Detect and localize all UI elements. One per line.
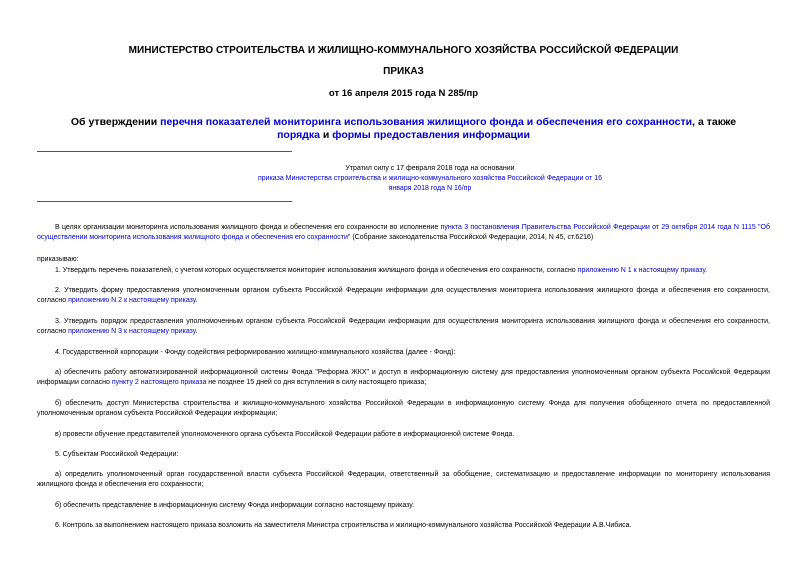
item-4a — [37, 368, 770, 388]
status-note-text: Утратил силу с 17 февраля 2018 года на основании — [345, 165, 515, 172]
heading-link-procedure[interactable]: порядка — [277, 129, 320, 141]
document-heading — [60, 116, 747, 142]
item-4a-end: не позднее 15 дней со дня вступления в силу настоящего приказа; — [206, 379, 427, 386]
heading-text-1: Об утверждении — [70, 116, 161, 128]
order-word: приказываю: — [37, 256, 79, 263]
heading-link-indicators[interactable]: перечня показателей мониторинга использования жилищного фонда и обеспечения его сохранности — [160, 116, 693, 128]
item-3-text: 3. Утвердить порядок предоставления уполномоченным органом субъекта Российской Федерации информации для осуществления мониторинга использования жилищного фонда и обеспечения его сохранности, согласно — [37, 318, 770, 335]
item-1-link[interactable]: приложению N 1 к настоящему приказу — [577, 267, 706, 274]
divider-bottom — [37, 201, 292, 202]
item-2-link[interactable]: приложению N 2 к настоящему приказу — [68, 297, 196, 304]
item-5b: б) обеспечить представление в информационную систему Фонда информации согласно настоящему приказу. — [55, 502, 415, 509]
item-2-end: . — [195, 297, 198, 304]
intro-text-1: В целях организации мониторинга использования жилищного фонда и обеспечения его сохранности во исполнение — [55, 224, 441, 231]
doc-date-number: от 16 апреля 2015 года N 285/пр — [328, 88, 479, 99]
item-4b: б) обеспечить доступ Министерства строительства и жилищно-коммунального хозяйства Российской Федерации в информационную систему Фонда для получения обобщенного отчета по предоставленной уполномоченным органом субъекта Российской Федерации информации; — [37, 400, 770, 417]
item-1-text: 1. Утвердить перечень показателей, с учетом которых осуществляется мониторинг использования жилищного фонда и обеспечения его сохранности, согласно — [55, 267, 578, 274]
item-4a-text: а) обеспечить работу автоматизированной информационной системы Фонда "Реформа ЖКХ" и доступ в информационную систему для предоставления уполномоченным органом субъекта Российской Федерации информации согласно — [37, 369, 770, 386]
item-5: 5. Субъектам Российской Федерации: — [55, 451, 179, 458]
item-2-text: 2. Утвердить форму предоставления уполномоченным органом субъекта Российской Федерации информации для осуществления мониторинга использования жилищного фонда и обеспечения его сохранности, согласно — [37, 287, 770, 304]
heading-text-2: , а также — [692, 116, 737, 128]
intro-text-2: (Собрание законодательства Российской Федерации, 2014, N 45, ст.6216) — [350, 234, 594, 241]
status-note — [250, 164, 610, 194]
item-4c: в) провести обучение представителей уполномоченного органа субъекта Российской Федерации работе в информационной системе Фонда. — [55, 431, 515, 438]
item-6: 6. Контроль за выполнением настоящего приказа возложить на заместителя Министра строительства и жилищно-коммунального хозяйства Российской Федерации А.В.Чибиса. — [55, 522, 632, 529]
intro-paragraph — [37, 223, 770, 243]
item-5a: а) определить уполномоченный орган государственной власти субъекта Российской Федерации, ответственный за обобщение, систематизацию и предоставление информации по мониторингу использования жилищного фонда и обеспечения его сохранности; — [37, 471, 770, 488]
status-note-link[interactable]: приказа Министерства строительства и жилищно-коммунального хозяйства Российской Федерации от 16 января 2018 года N 16/пр — [258, 175, 602, 192]
item-4: 4. Государственной корпорации - Фонду содействия реформированию жилищно-коммунального хозяйства (далее - Фонд): — [55, 349, 456, 356]
divider-top — [37, 151, 292, 152]
intro-link-decree[interactable]: пункта 3 постановления Правительства Российской Федерации от 29 октября 2014 года N 1115 "Об осуществлении мониторинга использования жилищного фонда и обеспечения его сохранности" — [37, 224, 770, 241]
heading-link-form[interactable]: формы предоставления информации — [332, 129, 530, 141]
item-2 — [37, 286, 770, 306]
item-3-end: . — [195, 328, 198, 335]
ministry-title: МИНИСТЕРСТВО СТРОИТЕЛЬСТВА И ЖИЛИЩНО-КОММУНАЛЬНОГО ХОЗЯЙСТВА РОССИЙСКОЙ ФЕДЕРАЦИИ — [128, 45, 679, 56]
item-1 — [37, 266, 770, 276]
item-1-end: . — [705, 267, 708, 274]
item-4a-link[interactable]: пункту 2 настоящего приказа — [111, 379, 207, 386]
heading-text-3: и — [319, 129, 333, 141]
item-3 — [37, 317, 770, 337]
doc-type: ПРИКАЗ — [383, 66, 424, 77]
item-3-link[interactable]: приложению N 3 к настоящему приказу — [68, 328, 196, 335]
